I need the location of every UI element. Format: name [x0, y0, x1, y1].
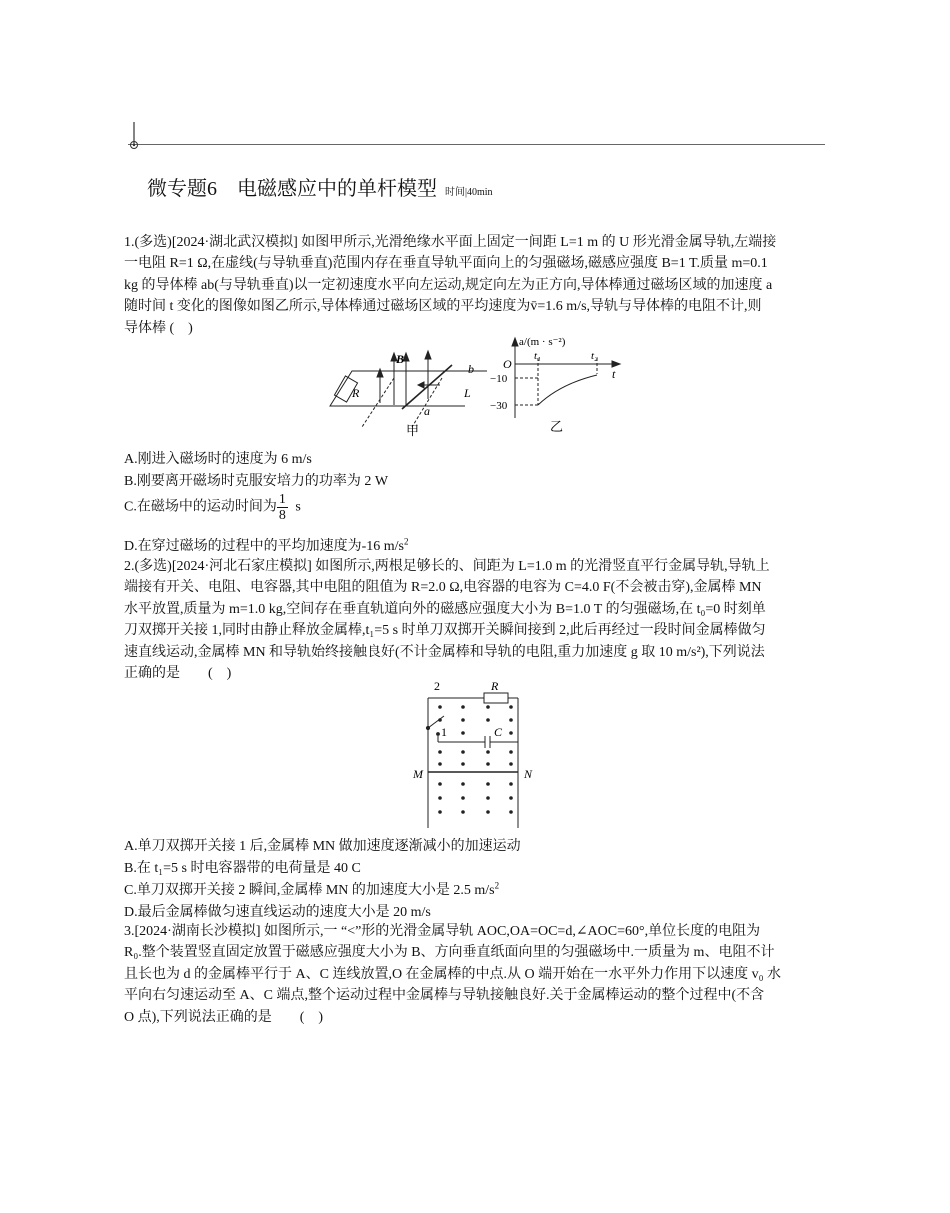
q1-stem: [124, 232, 824, 339]
q1-line: 导体棒 ( ): [124, 320, 193, 336]
q1-option-d-sup: 2: [404, 536, 409, 547]
q2-line: 正确的是 ( ): [124, 666, 232, 682]
q1-option-c-unit: s: [295, 499, 301, 515]
label-L: L: [464, 386, 471, 400]
q2-option-a: A.单刀双掷开关接 1 后,金属棒 MN 做加速度逐渐减小的加速运动: [124, 839, 521, 854]
q2-line: 水平放置,质量为 m=1.0 kg,空间存在垂直轨道向外的磁感应强度大小为 B=1.0 T 的匀强磁场,在 t₀=0 时刻单: [124, 601, 766, 617]
q1-option-a: A.刚进入磁场时的速度为 6 m/s: [124, 452, 312, 467]
label-M: M: [413, 767, 423, 781]
q1-figure-jia: [322, 345, 494, 437]
caption-jia: 甲: [406, 423, 420, 437]
q1-option-c-text: C.在磁场中的运动时间为: [124, 499, 277, 515]
q2-option-c-text: C.单刀双掷开关接 2 瞬间,金属棒 MN 的加速度大小是 2.5 m/s: [124, 883, 495, 898]
q2-figure-circuit: [408, 678, 544, 828]
q1-line: kg 的导体棒 ab(与导轨垂直)以一定初速度水平向左运动,规定向左为正方向,导体棒通过磁场区域的加速度 a: [124, 277, 773, 293]
fraction-numerator: 1: [278, 492, 286, 507]
label-B: B: [396, 352, 405, 366]
q2-option-d: D.最后金属棒做匀速直线运动的速度大小是 20 m/s: [124, 905, 431, 920]
label-b: b: [468, 362, 474, 376]
label-N: N: [524, 767, 533, 781]
yi-tick-minus30: −30: [490, 400, 508, 412]
q3-line: O 点),下列说法正确的是 ( ): [124, 1009, 324, 1025]
header-marker-icon: [128, 122, 140, 152]
label-switch-2: 2: [434, 679, 440, 693]
yi-t2: t₂: [591, 350, 598, 362]
q2-line: 刀双掷开关接 1,同时由静止释放金属棒,t₁=5 s 时单刀双掷开关瞬间接到 2,此后再经过一段时间金属棒做匀: [124, 623, 766, 639]
yi-t1: t₁: [534, 350, 541, 362]
title-text: 微专题6 电磁感应中的单杆模型: [147, 178, 437, 200]
q1-option-b: B.刚要离开磁场时克服安培力的功率为 2 W: [124, 474, 389, 489]
q2-line: 端接有开关、电阻、电容器,其中电阻的阻值为 R=2.0 Ω,电容器的电容为 C=4.0 F(不会被击穿),金属棒 MN: [124, 580, 762, 596]
q1-line: 一电阻 R=1 Ω,在虚线(与导轨垂直)范围内存在垂直导轨平面向上的匀强磁场,磁感应强度 B=1 T.质量 m=0.1: [124, 256, 768, 272]
q1-line: 1.(多选)[2024·湖北武汉模拟] 如图甲所示,光滑绝缘水平面上固定一间距 L=1 m 的 U 形光滑金属导轨,左端接: [124, 235, 777, 250]
q2-option-c-sup: 2: [494, 880, 500, 891]
q1-line: 随时间 t 变化的图像如图乙所示,导体棒通过磁场区域的平均速度为v̄=1.6 m/s,导轨与导体棒的电阻不计,则: [124, 299, 762, 315]
caption-yi: 乙: [550, 419, 564, 434]
label-resistor-R: R: [491, 679, 499, 693]
label-a: a: [424, 404, 430, 418]
q2-line: 2.(多选)[2024·河北石家庄模拟] 如图所示,两根足够长的、间距为 L=1.0 m 的光滑竖直平行金属导轨,导轨上: [124, 559, 770, 574]
label-capacitor-C: C: [494, 725, 503, 739]
q3-line: 3.[2024·湖南长沙模拟] 如图所示,一 “<”形的光滑金属导轨 AOC,OA=OC=d,∠AOC=60°,单位长度的电阻为: [124, 924, 761, 939]
header-rule: [128, 144, 825, 145]
yi-tick-minus10: −10: [490, 373, 508, 385]
q1-figure-yi: [488, 334, 628, 434]
q2-line: 速直线运动,金属棒 MN 和导轨始终接触良好(不计金属棒和导轨的电阻,重力加速度 g 取 10 m/s²),下列说法: [124, 644, 765, 660]
page-title: [147, 172, 493, 201]
yi-t-axis: t: [612, 367, 616, 381]
q1-option-d-text: D.在穿过磁场的过程中的平均加速度为-16 m/s: [124, 539, 404, 554]
q3-stem: [124, 921, 824, 1028]
fraction-denominator: 8: [278, 508, 286, 523]
time-label: 时间|40min: [445, 187, 493, 198]
yi-y-axis-label: a/(m · s⁻²): [519, 336, 566, 348]
q2-option-b: B.在 t₁=5 s 时电容器带的电荷量是 40 C: [124, 861, 361, 876]
q3-line: 且长也为 d 的金属棒平行于 A、C 连线放置,O 在金属棒的中点.从 O 端开始在一水平外力作用下以速度 v₀ 水: [124, 966, 782, 982]
label-R: R: [352, 386, 360, 400]
q1-option-d: [124, 535, 409, 555]
label-switch-1: 1: [441, 725, 447, 739]
q3-line: 平向右匀速运动至 A、C 端点,整个运动过程中金属棒与导轨接触良好.关于金属棒运动的整个过程中(不含: [124, 988, 765, 1004]
q2-option-c: [124, 879, 499, 899]
q1-option-c-fraction: [277, 492, 288, 523]
q1-option-c: [124, 492, 301, 523]
q2-stem: [124, 556, 824, 684]
q3-line: R₀.整个装置竖直固定放置于磁感应强度大小为 B、方向垂直纸面向里的匀强磁场中.一质量为 m、电阻不计: [124, 945, 775, 961]
yi-origin: O: [503, 357, 512, 371]
